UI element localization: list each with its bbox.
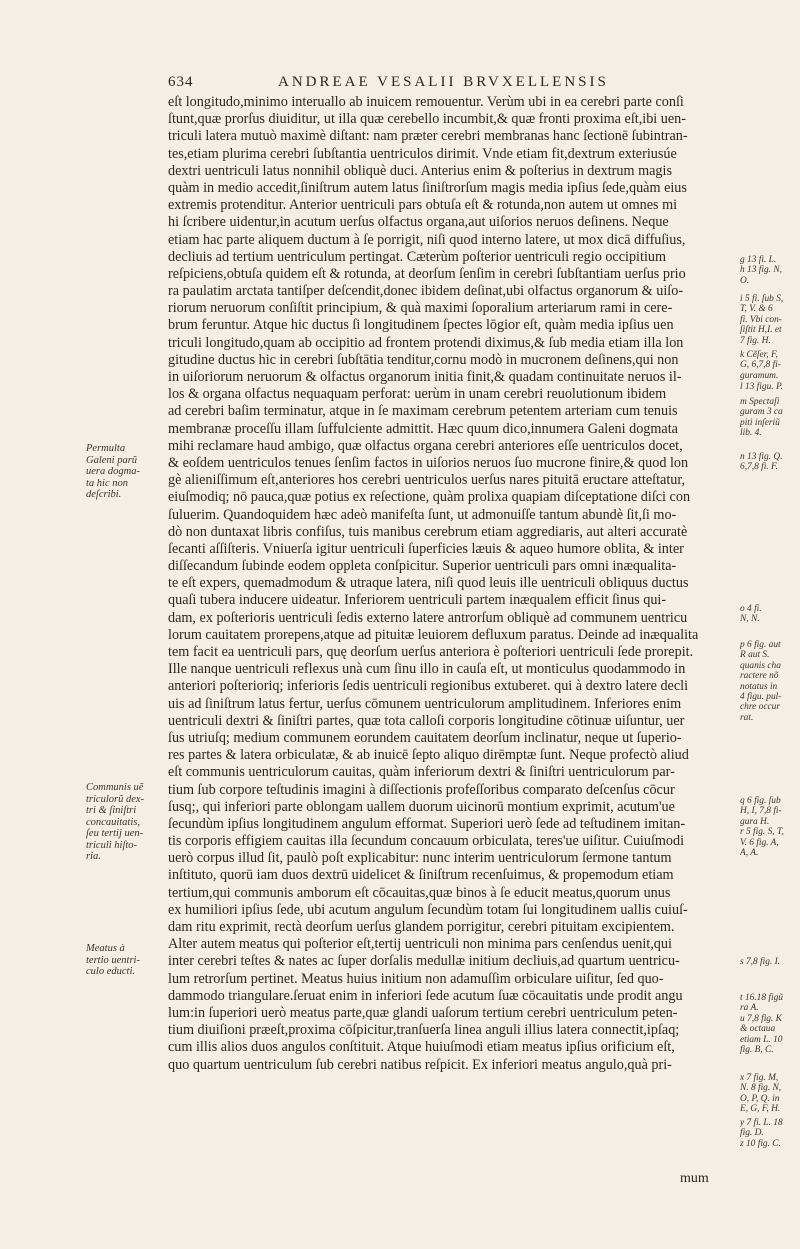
margin-note-line: N, N. bbox=[740, 614, 760, 625]
margin-note-left-1 bbox=[86, 443, 164, 501]
margin-note-line: p 6 fig. aut bbox=[740, 640, 781, 650]
text-line: in uiſoriorum neruorum & olfactus organorum initia finit,& quadam continuitate neruos il- bbox=[168, 369, 682, 385]
text-line: eſt longitudo,minimo interuallo ab inuicem remouentur. Verùm ubi in ea cerebri parte conſi bbox=[168, 94, 684, 110]
margin-note-line: quanis cha bbox=[740, 660, 781, 671]
text-line: hi ſcribere uidentur,in acutum uerſus olfactus organa,aut uiſorios neruos deſinens. Neque bbox=[168, 214, 669, 231]
text-line: dò non duntaxat libris confiſus, tuis manibus cerebrum etiam aggrediaris, aut alteri accuratè bbox=[168, 523, 688, 540]
margin-note-line: O. bbox=[740, 275, 750, 286]
margin-note-right-5 bbox=[740, 397, 798, 439]
margin-note-right-11 bbox=[740, 993, 798, 1055]
margin-note-right-10 bbox=[740, 957, 798, 967]
text-line: & eoſdem uentriculos tenues ſenſim factos in uiſorios neruos ſuo mucrone finire,& quod lon bbox=[168, 454, 689, 471]
text-line: ſusq;, qui inferiori parte oblongam uallem duorum uicinorū montium exprimit, acutum'ue bbox=[168, 798, 675, 815]
text-line: dammodo triangulare.ſeruat enim in inferiori ſede acutum ſuæ cōcauitatis unde prodit angu bbox=[168, 987, 683, 1004]
margin-note-line: piti inſeriũ bbox=[740, 417, 780, 428]
margin-note-line: A, A. bbox=[740, 848, 759, 859]
text-line: inſtituto, quorū iam duos dextrū uidelicet & ſiniſtrum recenſuimus, & propemodum etiam bbox=[168, 867, 674, 884]
text-line: mihi reclamare haud ambigo, quæ olfactus organa cerebri anteriores eſſe uentriculos docet, bbox=[168, 437, 683, 454]
margin-note-right-8 bbox=[740, 640, 798, 723]
text-line: tes,etiam plurima cerebri ſubſtantia uentriculos dirimit. Vnde etiam fit,dextrum exteriusúe bbox=[168, 145, 677, 162]
margin-note-line: Permulta bbox=[86, 443, 126, 454]
text-line: tium ſub corpore teſtudinis imagini à diſſectionis profeſſoribus comparato deſcenſus cōcur bbox=[168, 781, 675, 798]
margin-note-line: ta hic non bbox=[86, 477, 128, 489]
text-line: lum:in ſuperiori uerò meatus parte,quæ glandi uaſorum tertium cerebri uentriculum peten- bbox=[168, 1004, 678, 1021]
margin-note-right-9 bbox=[740, 796, 798, 858]
margin-note-line: deſcribi. bbox=[86, 489, 122, 500]
margin-note-right-12 bbox=[740, 1073, 798, 1115]
margin-note-right-13 bbox=[740, 1118, 798, 1149]
margin-note-right-6 bbox=[740, 452, 798, 473]
margin-note-line: s 7,8 fig. I. bbox=[740, 957, 781, 967]
margin-note-line: H, I, 7,8 fi- bbox=[740, 806, 782, 817]
catchword: mum bbox=[680, 1171, 709, 1186]
margin-note-line: i 5 fi. ſub S, bbox=[740, 294, 784, 304]
running-title: ANDREAE VESALII BRVXELLENSIS bbox=[278, 74, 609, 90]
margin-note-line: guram 3 ca bbox=[740, 407, 783, 418]
running-header bbox=[168, 74, 728, 94]
text-line: quàm in medio accedit,ſiniſtrum autem latus ſiniſtrorſum magis media ipſius ſede,quàm eius bbox=[168, 179, 687, 196]
text-line: uerò corpus illud ſit, paulò poſt explicabitur: nunc interim uentriculorum ſermone tantum bbox=[168, 850, 672, 867]
text-line: ra paulatim arctata tantiſper deſcendit,donec ibidem deſinat,ubi olfactus organorum & uiſo- bbox=[168, 283, 684, 300]
text-line: membranæ proceſſu illam ſuffulciente admittit. Hæc quum dico,innumera Galeni dogmata bbox=[168, 420, 678, 437]
margin-note-right-2 bbox=[740, 294, 798, 346]
page-number: 634 bbox=[168, 74, 194, 90]
margin-note-line: x 7 fig. M, bbox=[740, 1073, 779, 1083]
text-line: quo quartum uentriculum ſub cerebri natibus reſpicit. Ex inferiori meatus angulo,quà pri- bbox=[168, 1056, 672, 1073]
margin-note-right-1 bbox=[740, 255, 798, 286]
text-line: dextri uentriculi latus nonnihil obliquè duci. Anterius enim & poſterius in dextrum magis bbox=[168, 162, 672, 179]
margin-note-line: 7 fig. H. bbox=[740, 335, 771, 346]
margin-note-line: chre occur bbox=[740, 702, 780, 713]
margin-note-line: tertio uentri- bbox=[86, 954, 140, 966]
text-line: dam ritu exprimit, rectà deorſum uerſus glandem porrigitur, cerebri pituitam excipientem. bbox=[168, 919, 675, 935]
text-line: quaſi tubera inducere uideatur. Inferiorem uentriculi partem inæqualem efficit ſinus qui- bbox=[168, 592, 667, 609]
text-line: triculi longitudo,quam ab occipitio ad frontem protendi diximus,& ſub media etiam illa lon bbox=[168, 334, 684, 351]
text-line: eſt communis uentriculorum cauitas, quàm inferiorum dextri & ſiniſtri uentriculorum par- bbox=[168, 764, 675, 781]
margin-note-line: ſiſtit H,I. et bbox=[740, 325, 782, 336]
margin-note-line: ractere nõ bbox=[740, 671, 779, 682]
text-line: reſpiciens,obtuſa quidem eſt & rotunda, at deorſum ſenſim in cerebri ſubſtantiam uerſus prio bbox=[168, 265, 686, 282]
margin-note-line: Galeni parũ bbox=[86, 454, 138, 466]
margin-note-line: gura H. bbox=[740, 816, 770, 827]
text-line: ſtunt,quæ prorſus diuiditur, ut illa quæ cerebello incumbit,& quæ fronti proxima eſt,ibi uen- bbox=[168, 111, 686, 128]
margin-note-line: l 13 figu. P. bbox=[740, 382, 783, 392]
margin-note-line: Communis uẽ bbox=[86, 782, 144, 793]
margin-note-line: ra A. bbox=[740, 1003, 759, 1014]
text-line: ex humiliori ipſius ſede, ubi acutum angulum ſecundùm totam ſui longitudinem uallis cuiuſ- bbox=[168, 901, 688, 918]
margin-note-line: E, G, F, H. bbox=[740, 1104, 781, 1115]
margin-note-line: r 5 fig. S, T, bbox=[740, 827, 784, 838]
text-line: tis corporis effigiem cauitas illa ſecundum concauum orbiculata, teres'ue uiſitur. Cuiuſmodi bbox=[168, 833, 685, 850]
margin-note-line: z 10 fig. C. bbox=[740, 1138, 781, 1149]
text-line: tium diuiſioni præeſt,proxima cōſpicitur,tranſuerſa linea anguli illius latera connectit,ipſaq; bbox=[168, 1022, 680, 1039]
text-line: decliuis ad tertium uentriculum pertingat. Cæterùm poſterior uentriculi regio occipitium bbox=[168, 248, 667, 265]
margin-note-line: triculi hiſto- bbox=[86, 839, 138, 851]
text-line: Ille nanque uentriculi reflexus unà cum ſinu illo in cauſa eſt, ut monticulus quodammodo in bbox=[168, 661, 686, 678]
margin-note-line: T, V. & 6 bbox=[740, 304, 773, 315]
margin-note-line: m Spectaſi bbox=[740, 397, 780, 407]
margin-note-line: triculorũ dex- bbox=[86, 793, 145, 805]
margin-note-line: t 16.18 figũ bbox=[740, 993, 783, 1003]
text-line: lorum cauitatem prorepens,atque ad pituitæ leuiorem defluxum paratus. Deinde ad inæqualita bbox=[168, 626, 699, 643]
text-line: ſecanti aſſiſteris. Vniuerſa igitur uentriculi ſuperficies læuis & aqueo humore oblita, & inter bbox=[168, 540, 684, 557]
margin-note-line: uera dogma- bbox=[86, 466, 140, 477]
text-line: lum retrorſum pertinet. Meatus huius initium non adamuſſim orbiculare uiſitur, ſed quo- bbox=[168, 970, 664, 987]
text-line: uentriculi dextri & ſiniſtri partes, quæ tota calloſi corporis longitudine cōtinuæ uiſuntur, uer bbox=[168, 712, 685, 729]
margin-note-line: Meatus à bbox=[86, 943, 125, 954]
text-line: ſuluerim. Quandoquidem hæc adeò manifeſta ſunt, ut admonuiſſe tantum abundè ſit,ſi mo- bbox=[168, 506, 677, 523]
margin-note-line: ria. bbox=[86, 851, 101, 862]
text-line: etiam hac parte aliquem ductum à ſe porrigit, niſi quod interno latere, ut mox dicā diffuſius, bbox=[168, 231, 686, 248]
text-line: los & organa olfactus nequaquam perforat: uerùm in unam cerebri reuolutionum ibidem bbox=[168, 386, 667, 403]
margin-note-line: concauitatis, bbox=[86, 816, 140, 828]
margin-note-line: 4 figu. pul- bbox=[740, 692, 782, 703]
text-line: triculi latera mutuò maximè diſtant: nam præter cerebri membranas hanc ſectionē ſubintran- bbox=[168, 128, 688, 145]
text-line: gitudine ductus hic in cerebri ſubſtātia tenditur,cornu modò in mucronem deſinens,qui non bbox=[168, 351, 679, 368]
text-line: inter cerebri teſtes & nates ac ſuper dorſalis medullæ initium decliuis,ad quartum uentricu- bbox=[168, 953, 680, 970]
text-line: ad cerebri baſim terminatur, atque in ſe maximam cerebrum petentem arteriam cum tenuis bbox=[168, 403, 678, 420]
margin-note-line: rat. bbox=[740, 712, 754, 723]
margin-note-line: ſeu tertij uen- bbox=[86, 828, 144, 839]
margin-note-line: etiam L. 10 bbox=[740, 1034, 783, 1045]
margin-note-left-3 bbox=[86, 943, 164, 978]
text-line: uis ad ſiniſtrum latus fertur, uerſus cōmunem uentriculorum amplitudinem. Inferiores enim bbox=[168, 695, 682, 712]
margin-note-line: R aut S. bbox=[740, 650, 770, 661]
text-line: Alter autem meatus qui poſterior eſt,tertij uentriculi non minima pars cenſendus uenit,qui bbox=[168, 936, 672, 953]
text-line: gè alieniſſimum eſt,anteriores hos cerebri uentriculos uerſus nares pituitā eructare atteſtatur, bbox=[168, 472, 686, 489]
text-line: brum feruntur. Atque hic ductus ſi longitudinem ſpectes lōgior eſt, quàm media ipſius uen bbox=[168, 317, 674, 334]
margin-note-line: fig. D. bbox=[740, 1128, 764, 1139]
main-text-block bbox=[168, 94, 728, 1074]
margin-note-right-4 bbox=[740, 382, 798, 392]
margin-note-line: n 13 fig. Q. bbox=[740, 452, 783, 462]
margin-note-line: guramum. bbox=[740, 370, 779, 381]
margin-note-line: & octaua bbox=[740, 1024, 776, 1035]
margin-note-line: h 13 fig. N, bbox=[740, 265, 782, 276]
margin-note-line: fig. B, C. bbox=[740, 1045, 774, 1056]
margin-note-line: lib. 4. bbox=[740, 428, 762, 439]
margin-note-line: 6,7,8 fi. F. bbox=[740, 462, 778, 473]
margin-note-line: notatus in bbox=[740, 681, 778, 692]
margin-note-line: tri & ſiniſtri bbox=[86, 805, 137, 816]
margin-note-right-7 bbox=[740, 604, 798, 625]
margin-note-line: V. 6 fig. A, bbox=[740, 837, 779, 848]
text-line: ſus utriuſq; medium communem eorundem cauitatem deorſum inclinatur, neque ut ſuperio- bbox=[168, 729, 682, 746]
margin-note-line: G, 6,7,8 fi- bbox=[740, 360, 781, 371]
margin-note-line: fi. Vbi con- bbox=[740, 314, 782, 325]
text-line: dam, ex poſterioris uentriculi ſedis externo latere antrorſum obliquè ad communem uentricu bbox=[168, 609, 688, 626]
text-line: tertium,qui communis amborum eſt cōcauitas,quæ binos à ſe educit meatus,quorum unus bbox=[168, 884, 671, 901]
text-line: anteriori poſterioriq; inferioris ſedis uentriculi regionibus extuberet. qui à dextro latere decli bbox=[168, 678, 689, 695]
text-line: cum illis alios duos angulos conſtituit. Atque huiuſmodi etiam meatus ipſius orificium eſt, bbox=[168, 1039, 675, 1056]
margin-note-line: u 7,8 fig. K bbox=[740, 1013, 782, 1024]
text-line: extremis protenditur. Anterior uentriculi pars obtuſa eſt & rotunda,non autem ut omnes mi bbox=[168, 197, 678, 214]
margin-note-line: g 13 fi. L. bbox=[740, 255, 777, 265]
margin-note-line: o 4 fi. bbox=[740, 604, 762, 614]
margin-note-line: q 6 fig. ſub bbox=[740, 796, 781, 806]
margin-note-right-3 bbox=[740, 350, 798, 381]
margin-note-line: culo educti. bbox=[86, 966, 135, 977]
text-line: tem facit ea uentriculi pars, quę deorſum uerſus anteriora è poſteriori uentriculi ſede prorepit. bbox=[168, 644, 694, 660]
margin-note-left-2 bbox=[86, 782, 164, 863]
margin-note-line: O, P, Q. in bbox=[740, 1093, 780, 1104]
text-line: riorum neruorum conſiſtit principium, & quà maximi ſoporalium arteriarum rami in cere- bbox=[168, 300, 673, 317]
margin-note-line: k Cẽſer, F, bbox=[740, 350, 778, 360]
text-line: diſſecandum ſubinde eodem oppleta conſpicitur. Superior uentriculi pars omni inæqualita- bbox=[168, 558, 677, 575]
text-line: eiuſmodiq; nō pauca,quæ potius ex reſectione, quàm prolixa quapiam diſceptatione diſci con bbox=[168, 489, 691, 506]
text-line: te eſt expers, quemadmodum & utraque latera, niſi quod leuis ille uentriculi obliquus ductus bbox=[168, 575, 689, 592]
margin-note-line: y 7 fi. L. 18 bbox=[740, 1118, 783, 1128]
text-line: ſecundùm ipſius longitudinem angulum efformat. Superiori uerò ſede ad teſtudinem imitan- bbox=[168, 815, 686, 832]
text-line: res partes & latera orbiculatæ, & ab inuicē ſepto aliquo dirēmptæ ſunt. Neque profectò aliud bbox=[168, 747, 689, 764]
margin-note-line: N. 8 fig. N, bbox=[740, 1083, 782, 1094]
